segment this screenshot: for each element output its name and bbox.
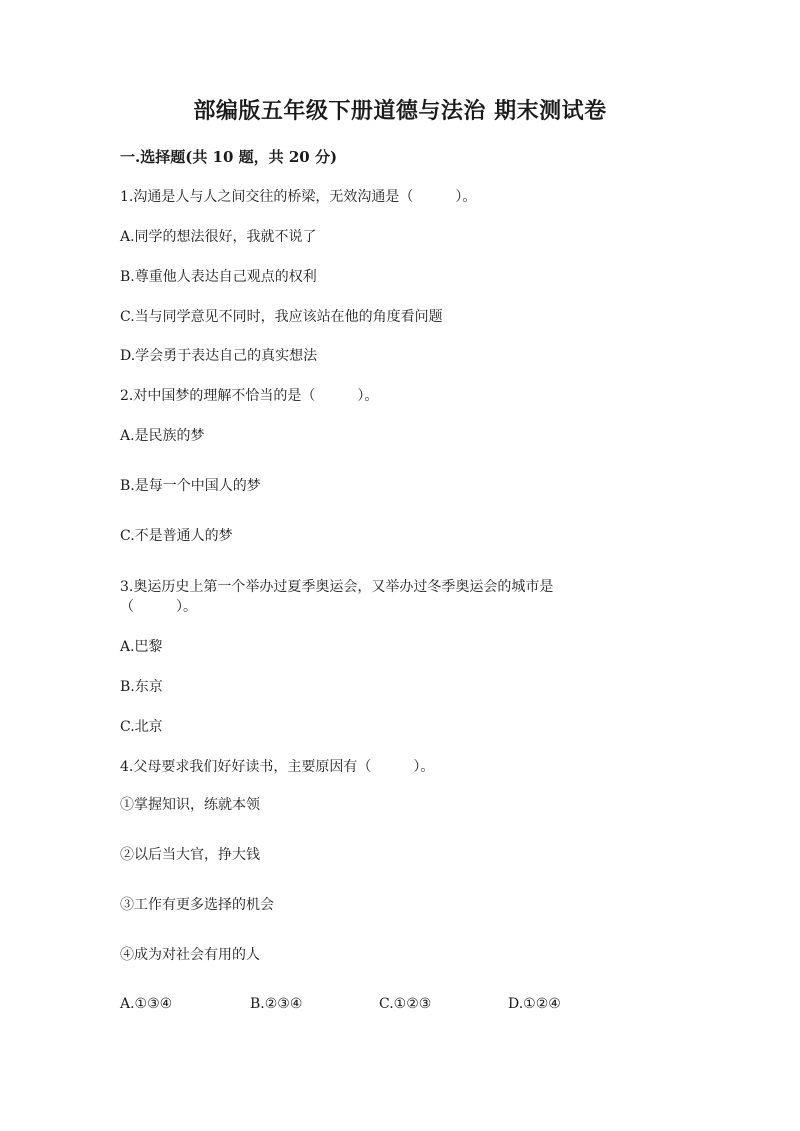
question-4-stem: 4.父母要求我们好好读书，主要原因有（ ）。 bbox=[120, 759, 435, 775]
question-3-option-c[interactable]: C.北京 bbox=[120, 719, 163, 735]
page-title: 部编版五年级下册道德与法治 期末测试卷 bbox=[193, 98, 607, 124]
question-4-statement-2: ②以后当大官，挣大钱 bbox=[120, 847, 260, 863]
question-4-option-a[interactable]: A.①③④ bbox=[120, 996, 173, 1012]
section-heading: 一.选择题(共 10 题，共 20 分) bbox=[120, 148, 338, 166]
question-3-stem-line-1: 3.奥运历史上第一个举办过夏季奥运会，又举办过冬季奥运会的城市是 bbox=[120, 579, 554, 595]
question-1-stem: 1.沟通是人与人之间交往的桥梁，无效沟通是（ ）。 bbox=[120, 189, 477, 205]
question-2-option-c[interactable]: C.不是普通人的梦 bbox=[120, 528, 233, 544]
question-4-statement-3: ③工作有更多选择的机会 bbox=[120, 897, 274, 913]
question-4-statement-1: ①掌握知识，练就本领 bbox=[120, 797, 260, 813]
question-4-option-b[interactable]: B.②③④ bbox=[250, 996, 303, 1012]
question-2-option-a[interactable]: A.是民族的梦 bbox=[120, 428, 205, 444]
question-2-option-b[interactable]: B.是每一个中国人的梦 bbox=[120, 478, 261, 494]
question-4-options bbox=[120, 996, 680, 1016]
question-3-stem-line-2: （ ）。 bbox=[120, 599, 197, 615]
question-3-option-b[interactable]: B.东京 bbox=[120, 679, 163, 695]
question-1-option-d[interactable]: D.学会勇于表达自己的真实想法 bbox=[120, 348, 318, 364]
question-1-option-b[interactable]: B.尊重他人表达自己观点的权利 bbox=[120, 269, 317, 285]
question-2-stem: 2.对中国梦的理解不恰当的是（ ）。 bbox=[120, 388, 379, 404]
question-1-option-a[interactable]: A.同学的想法很好，我就不说了 bbox=[120, 229, 317, 245]
question-4-option-c[interactable]: C.①②③ bbox=[379, 996, 432, 1012]
question-4-statement-4: ④成为对社会有用的人 bbox=[120, 947, 260, 963]
question-1-option-c[interactable]: C.当与同学意见不同时，我应该站在他的角度看问题 bbox=[120, 309, 443, 325]
question-4-option-d[interactable]: D.①②④ bbox=[508, 996, 561, 1012]
question-3-option-a[interactable]: A.巴黎 bbox=[120, 639, 163, 655]
